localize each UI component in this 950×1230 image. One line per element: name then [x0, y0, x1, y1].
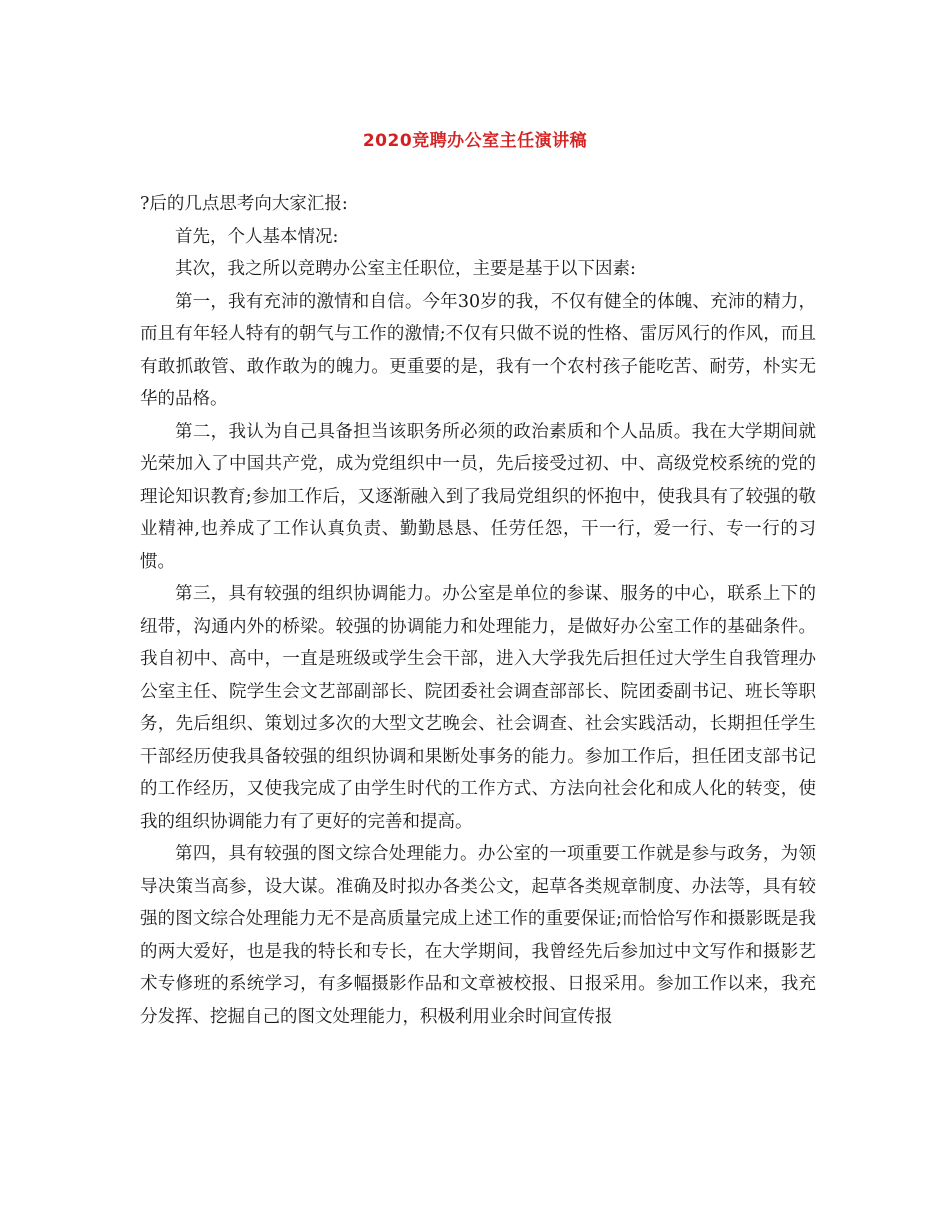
paragraph-point-4: 第四，具有较强的图文综合处理能力。办公室的一项重要工作就是参与政务，为领导决策当高参，设大谋。准确及时拟办各类公文，起草各类规章制度、办法等，具有较强的图文综合处理能力无不是高质量完成上述工作的重要保证;而恰恰写作和摄影既是我的两大爱好，也是我的特长和专长，在大学期间，我曾经先后参加过中文写作和摄影艺术专修班的系统学习，有多幅摄影作品和文章被校报、日报采用。参加工作以来，我充分发挥、挖掘自己的图文处理能力，积极利用业余时间宣传报	[140, 844, 816, 1027]
paragraph-point-1: 第一，我有充沛的激情和自信。今年30岁的我，不仅有健全的体魄、充沛的精力，而且有年轻人特有的朝气与工作的激情;不仅有只做不说的性格、雷厉风行的作风，而且有敢抓敢管、敢作敢为的魄力。更重要的是，我有一个农村孩子能吃苦、耐劳，朴实无华的品格。	[140, 291, 816, 409]
paragraph-point-3: 第三，具有较强的组织协调能力。办公室是单位的参谋、服务的中心，联系上下的纽带，沟通内外的桥梁。较强的协调能力和处理能力，是做好办公室工作的基础条件。我自初中、高中，一直是班级或学生会干部，进入大学我先后担任过大学生自我管理办公室主任、院学生会文艺部副部长、院团委社会调查部部长、院团委副书记、班长等职务，先后组织、策划过多次的大型文艺晚会、社会调查、社会实践活动，长期担任学生干部经历使我具备较强的组织协调和果断处事务的能力。参加工作后，担任团支部书记的工作经历，又使我完成了由学生时代的工作方式、方法向社会化和成人化的转变，使我的组织协调能力有了更好的完善和提高。	[140, 584, 816, 832]
document-title: 2020竞聘办公室主任演讲稿	[362, 131, 588, 151]
paragraph-continuation: ?后的几点思考向大家汇报:	[140, 194, 348, 214]
paragraph-reasons-intro: 其次，我之所以竞聘办公室主任职位，主要是基于以下因素:	[175, 259, 636, 279]
document-body	[140, 188, 816, 1033]
paragraph-personal-info: 首先，个人基本情况:	[175, 226, 339, 247]
paragraph-point-2: 第二，我认为自己具备担当该职务所必须的政治素质和个人品质。我在大学期间就光荣加入了中国共产党，成为党组织中一员，先后接受过初、中、高级党校系统的党的理论知识教育;参加工作后，又逐渐融入到了我局党组织的怀抱中，使我具有了较强的敬业精神,也养成了工作认真负责、勤勤恳恳、任劳任怨，干一行，爱一行、专一行的习惯。	[140, 421, 816, 572]
